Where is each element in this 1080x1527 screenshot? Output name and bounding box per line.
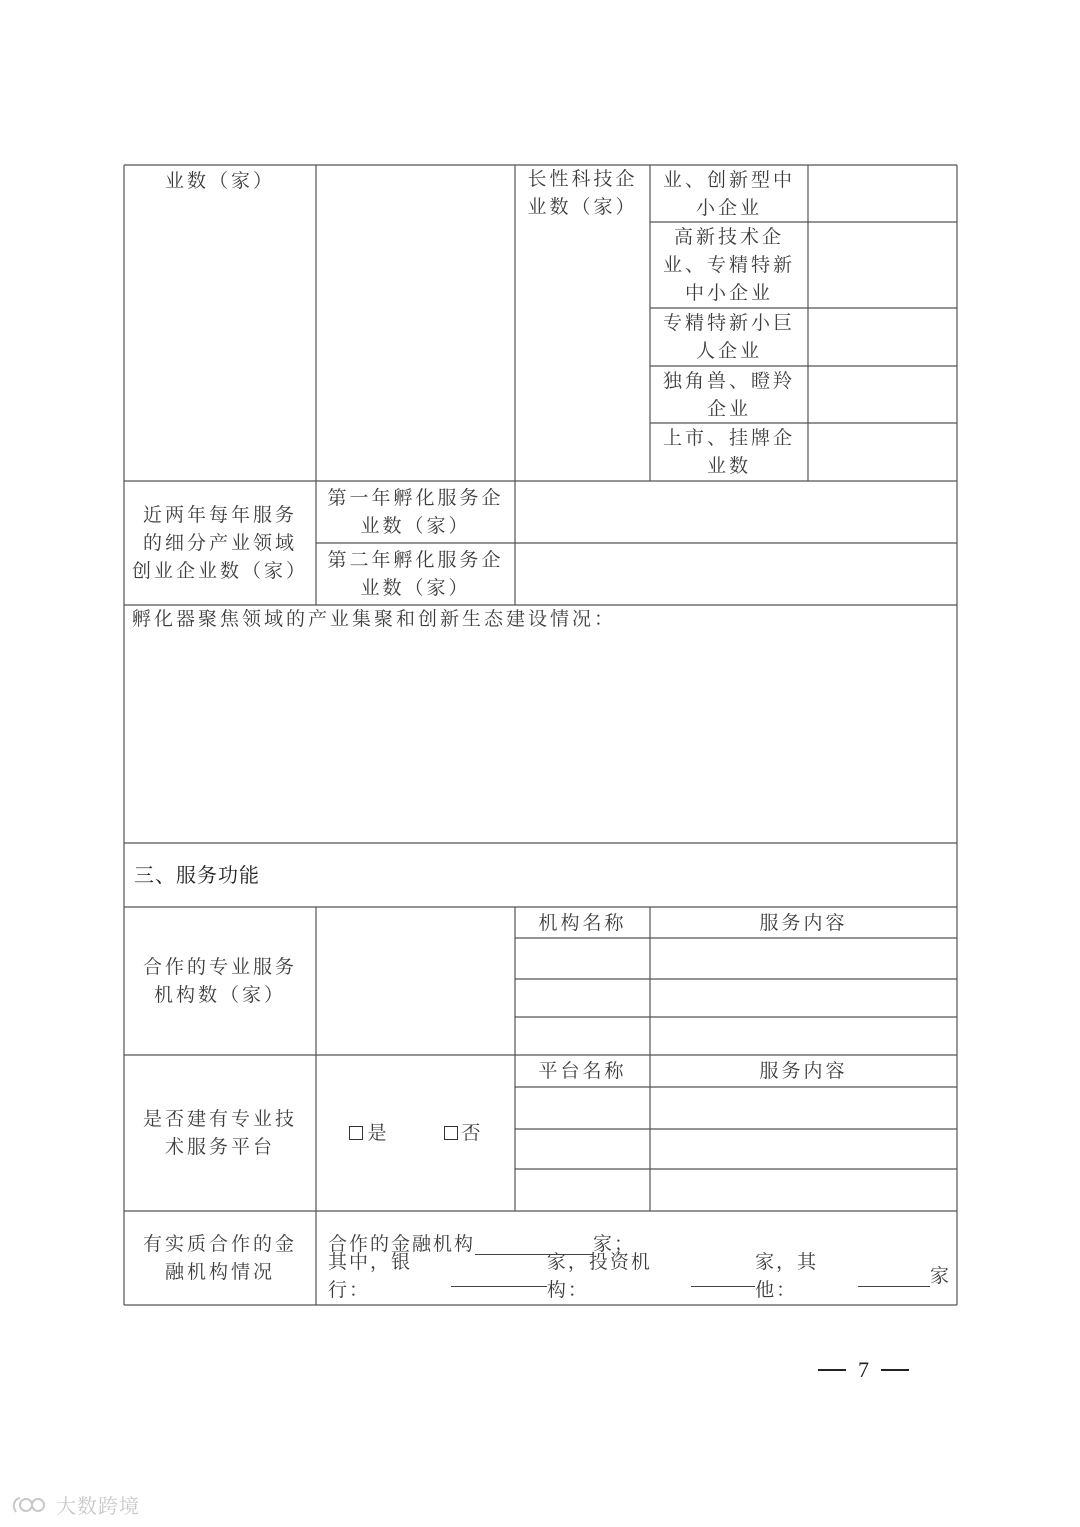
org-service-header: 服务内容 [759,911,848,934]
bank-count-blank[interactable] [451,1266,547,1287]
no-option[interactable] [444,1119,482,1147]
platform-choice [316,1055,515,1211]
category-unicorn-gazelle: 独角兽、瞪羚 企业 [662,369,795,420]
finance-line1-suffix: 家； [593,1233,636,1255]
finance-line2-mid2: 家，其他： [755,1251,819,1301]
page-number-text: 7 [858,1357,869,1382]
yes-checkbox[interactable] [349,1126,363,1140]
yes-option[interactable] [349,1119,387,1147]
finance-line2-prefix: 其中，银行： [328,1251,413,1301]
platform-service-header: 服务内容 [759,1060,848,1082]
second-year-label: 第二年孵化服务企 业数（家） [327,549,504,599]
category-listed: 上市、挂牌企 业数 [662,427,795,477]
yes-label: 是 [367,1122,388,1144]
platform-label: 是否建有专业技 术服务平台 [142,1108,297,1158]
org-name-header: 机构名称 [538,911,627,934]
section-title: 三、服务功能 [134,863,260,887]
watermark-text: 大数跨境 [56,1494,140,1518]
no-checkbox[interactable] [444,1126,458,1140]
category-hightech: 高新技术企 业、专精特新 中小企业 [662,226,795,304]
watermark-logo-icon [10,1494,50,1516]
category-little-giant: 专精特新小巨 人企业 [662,312,795,362]
investment-count-blank[interactable] [691,1266,756,1287]
other-count-blank[interactable] [858,1266,930,1287]
page-dash-right [881,1369,909,1371]
partner-org-label: 合作的专业服务 机构数（家） [142,956,297,1006]
enterprise-count-label: 业数（家） [164,170,275,192]
two-year-service-label: 近两年每年服务 的细分产业领域 创业企业数（家） [131,504,308,582]
first-year-label: 第一年孵化服务企 业数（家） [327,487,504,537]
finance-line2-mid1: 家，投资机构： [546,1251,652,1301]
finance-line1-prefix: 合作的金融机构 [328,1233,476,1255]
finance-label: 有实质合作的金 融机构情况 [142,1233,297,1283]
no-label: 否 [461,1122,482,1144]
platform-name-header: 平台名称 [538,1060,627,1082]
growth-enterprise-label: 长性科技企 业数（家） [527,168,638,218]
page-number [818,1357,909,1383]
watermark [10,1490,140,1519]
finance-line2-suffix: 家 [930,1265,952,1287]
finance-line-2 [316,1251,957,1301]
page-dash-left [818,1369,846,1371]
ecosystem-label: 孵化器聚焦领域的产业集聚和创新生态建设情况： [132,608,617,630]
category-innovative-sme: 业、创新型中 小企业 [662,168,795,219]
